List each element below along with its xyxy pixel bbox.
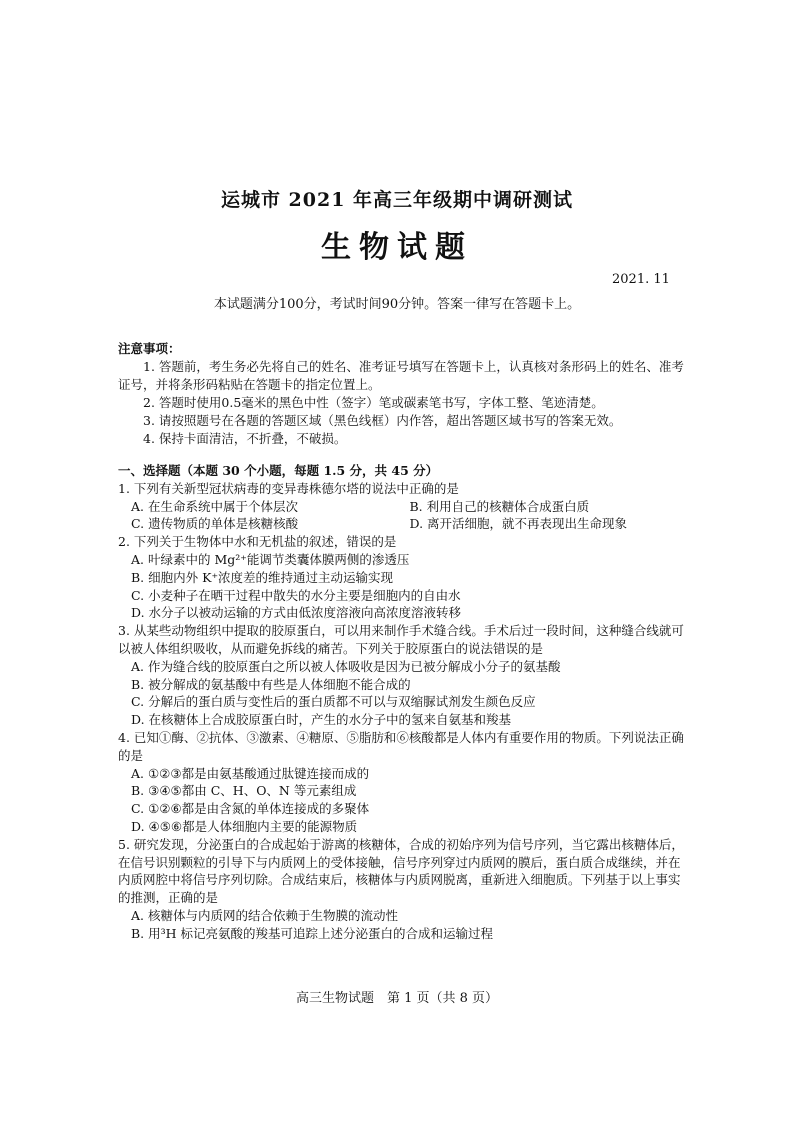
option: D. 在核糖体上合成胶原蛋白时，产生的水分子中的氢来自氨基和羧基	[131, 712, 512, 728]
question-stem: 2. 下列关于生物体中水和无机盐的叙述，错误的是	[118, 534, 397, 550]
option: D. ④⑤⑥都是人体细胞内主要的能源物质	[131, 818, 358, 834]
option-row	[118, 515, 688, 533]
notes-heading: 注意事项：	[118, 341, 181, 356]
option: B. 细胞内外 K⁺浓度差的维持通过主动运输实现	[131, 569, 394, 585]
option-row	[118, 498, 688, 516]
option: A. ①②③都是由氨基酸通过肽键连接而成的	[131, 765, 370, 781]
option: A. 在生命系统中属于个体层次	[131, 498, 298, 514]
option: A. 核糖体与内质网的结合依赖于生物膜的流动性	[131, 907, 398, 923]
option: B. 用³H 标记亮氨酸的羧基可追踪上述分泌蛋白的合成和运输过程	[131, 925, 494, 941]
option: B. ③④⑤都由 C、H、O、N 等元素组成	[131, 783, 357, 799]
option: A. 叶绿素中的 Mg²⁺能调节类囊体膜两侧的渗透压	[131, 551, 410, 567]
question-stem: 1. 下列有关新型冠状病毒的变异毒株德尔塔的说法中正确的是	[118, 480, 459, 496]
questions-block	[118, 462, 688, 943]
section-title: 一、选择题（本题 30 个小题，每题 1.5 分，共 45 分）	[118, 463, 439, 478]
exam-title: 运城市 2021 年高三年级期中调研测试	[220, 189, 574, 211]
question-stem: 4. 已知①酶、②抗体、③激素、④糖原、⑤脂肪和⑥核酸都是人体内有重要作用的物质。下列说法正确的是	[118, 729, 684, 763]
page-footer: 高三生物试题 第 1 页（共 8 页）	[295, 991, 499, 1006]
question-stem: 5. 研究发现，分泌蛋白的合成起始于游离的核糖体，合成的初始序列为信号序列，当它露出核糖体后，在信号识别颗粒的引导下与内质网上的受体接触，信号序列穿过内质网的膜后，蛋白质合成继续，并在内质网腔中将信号序列切除。合成结束后，核糖体与内质网脱离，重新进入细胞质。下列基于以上事实的推测，正确的是	[118, 836, 684, 906]
exam-date: 2021. 11	[612, 272, 670, 287]
option: A. 作为缝合线的胶原蛋白之所以被人体吸收是因为已被分解成小分子的氨基酸	[131, 658, 561, 674]
option: B. 利用自己的核糖体合成蛋白质	[409, 498, 590, 514]
note-item: 3. 请按照题号在各题的答题区域（黑色线框）内作答，超出答题区域书写的答案无效。	[143, 413, 622, 428]
option: C. 小麦种子在晒干过程中散失的水分主要是细胞内的自由水	[131, 587, 461, 603]
note-item: 1. 答题前，考生务必先将自己的姓名、准考证号填写在答题卡上，认真核对条形码上的姓名、准考证号，并将条形码粘贴在答题卡的指定位置上。	[118, 359, 684, 392]
question-stem: 3. 从某些动物组织中提取的胶原蛋白，可以用来制作手术缝合线。手术后过一段时间，这种缝合线就可以被人体组织吸收，从而避免拆线的痛苦。下列关于胶原蛋白的说法错误的是	[118, 623, 684, 656]
option: C. 分解后的蛋白质与变性后的蛋白质都不可以与双缩脲试剂发生颜色反应	[131, 694, 536, 710]
note-item: 4. 保持卡面清洁，不折叠，不破损。	[143, 431, 347, 446]
exam-info: 本试题满分100分，考试时间90分钟。答案一律写在答题卡上。	[213, 297, 581, 312]
subject-title: 生物试题	[321, 230, 473, 265]
option: D. 离开活细胞，就不再表现出生命现象	[409, 516, 628, 532]
option: C. ①②⑥都是由含氮的单体连接成的多聚体	[131, 801, 370, 817]
option: B. 被分解成的氨基酸中有些是人体细胞不能合成的	[131, 676, 411, 692]
notes-block	[118, 340, 688, 448]
option: C. 遗传物质的单体是核糖核酸	[131, 516, 299, 532]
note-item: 2. 答题时使用0.5毫米的黑色中性（签字）笔或碳素笔书写，字体工整、笔迹清楚。	[143, 395, 604, 410]
option: D. 水分子以被动运输的方式由低浓度溶液向高浓度溶液转移	[131, 605, 462, 621]
